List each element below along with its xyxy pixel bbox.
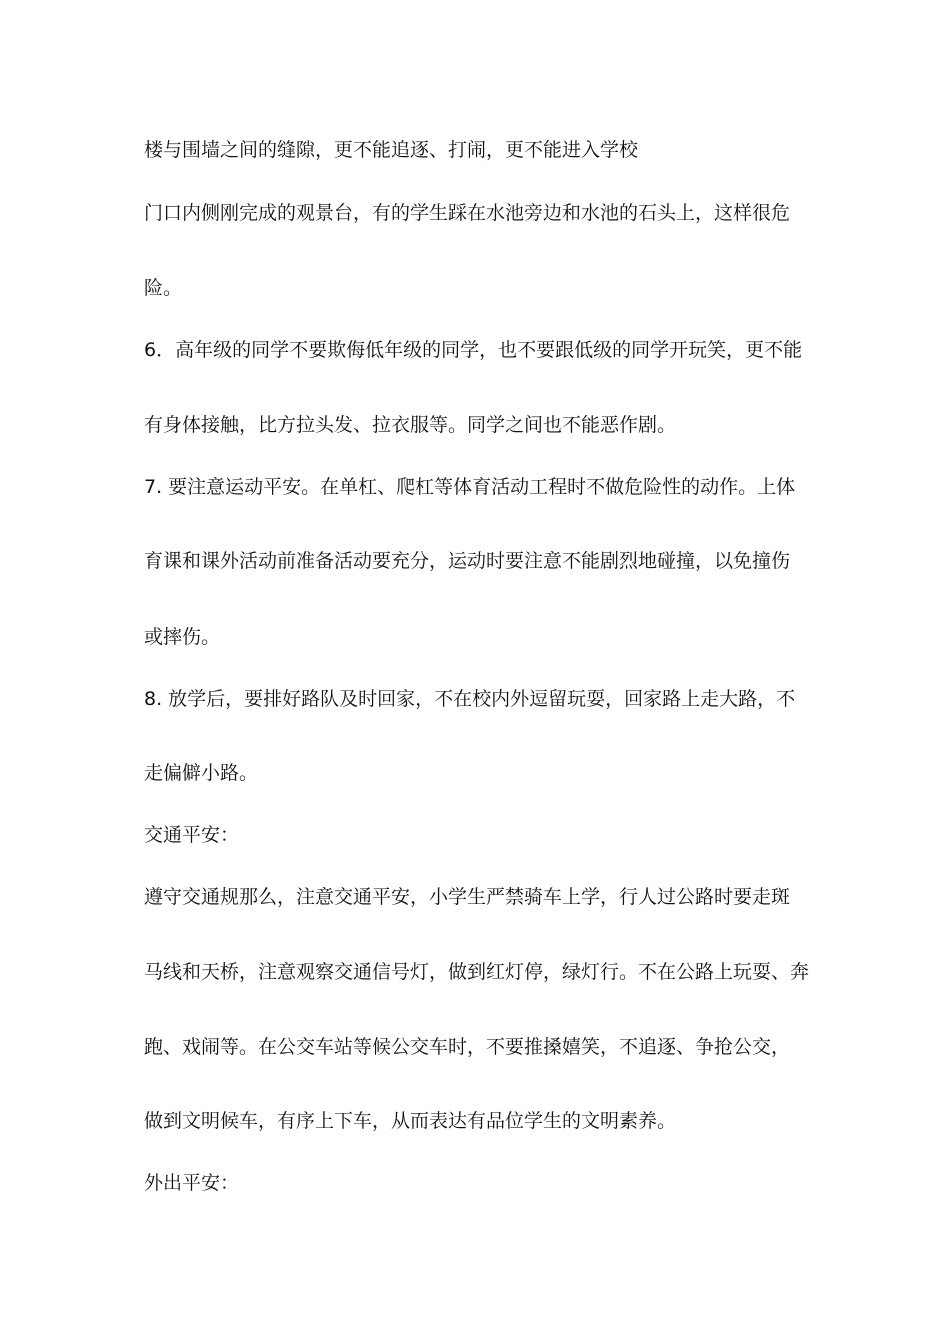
text-line: 走偏僻小路。 bbox=[144, 762, 259, 784]
text-line: 楼与围墙之间的缝隙，更不能追逐、打闹，更不能进入学校 bbox=[144, 139, 639, 161]
text-line: 做到文明候车，有序上下车，从而表达有品位学生的文明素养。 bbox=[144, 1110, 677, 1132]
text-line: 有身体接触，比方拉头发、拉衣服等。同学之间也不能恶作剧。 bbox=[144, 414, 677, 436]
text-line: 7. 要注意运动平安。在单杠、爬杠等体育活动工程时不做危险性的动作。上体 bbox=[144, 476, 796, 498]
text-line: 遵守交通规那么，注意交通平安，小学生严禁骑车上学，行人过公路时要走斑 bbox=[144, 886, 791, 908]
text-line: 8. 放学后，要排好路队及时回家，不在校内外逗留玩耍，回家路上走大路，不 bbox=[144, 688, 796, 710]
section-heading: 交通平安： bbox=[144, 824, 240, 846]
section-heading: 外出平安： bbox=[144, 1172, 240, 1194]
text-line: 育课和课外活动前准备活动要充分，运动时要注意不能剧烈地碰撞，以免撞伤 bbox=[144, 550, 791, 572]
text-line: 6．高年级的同学不要欺侮低年级的同学，也不要跟低级的同学开玩笑，更不能 bbox=[144, 339, 803, 361]
text-line: 险。 bbox=[144, 277, 183, 299]
text-line: 跑、戏闹等。在公交车站等候公交车时，不要推搡嬉笑，不追逐、争抢公交， bbox=[144, 1036, 791, 1058]
text-line: 门口内侧刚完成的观景台，有的学生踩在水池旁边和水池的石头上，这样很危 bbox=[144, 202, 791, 224]
text-line: 或摔伤。 bbox=[144, 626, 221, 648]
text-line: 马线和天桥，注意观察交通信号灯，做到红灯停，绿灯行。不在公路上玩耍、奔 bbox=[144, 961, 810, 983]
